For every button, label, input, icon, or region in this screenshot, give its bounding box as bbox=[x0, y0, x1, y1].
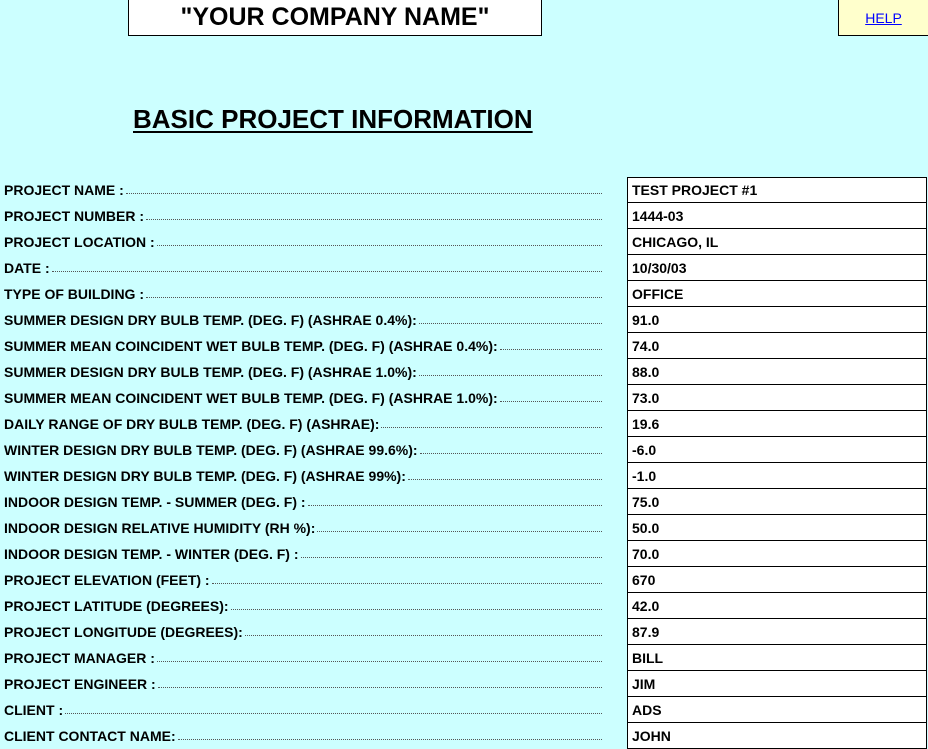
form-row-indoor-summer bbox=[0, 489, 928, 515]
help-link[interactable]: HELP bbox=[838, 0, 928, 36]
field-label: DAILY RANGE OF DRY BULB TEMP. (DEG. F) (ASHRAE): bbox=[4, 416, 380, 432]
field-label: PROJECT MANAGER : bbox=[4, 650, 155, 666]
longitude-cell[interactable]: 87.9 bbox=[627, 619, 927, 645]
form-row-summer-db-04 bbox=[0, 307, 928, 333]
field-label: SUMMER DESIGN DRY BULB TEMP. (DEG. F) (ASHRAE 1.0%): bbox=[4, 364, 417, 380]
form-row-building-type bbox=[0, 281, 928, 307]
dotted-leader bbox=[308, 505, 602, 506]
form-row-summer-wb-10 bbox=[0, 385, 928, 411]
elevation-cell[interactable]: 670 bbox=[627, 567, 927, 593]
field-label: PROJECT LONGITUDE (DEGREES): bbox=[4, 624, 243, 640]
dotted-leader bbox=[500, 349, 602, 350]
field-label: PROJECT ELEVATION (FEET) : bbox=[4, 572, 210, 588]
dotted-leader bbox=[146, 297, 602, 298]
dotted-leader bbox=[408, 479, 602, 480]
field-label: CLIENT CONTACT NAME: bbox=[4, 728, 176, 744]
field-label: SUMMER DESIGN DRY BULB TEMP. (DEG. F) (ASHRAE 0.4%): bbox=[4, 312, 417, 328]
form-row-project-name bbox=[0, 177, 928, 203]
indoor-rh-cell[interactable]: 50.0 bbox=[627, 515, 927, 541]
summer-wb-04-cell[interactable]: 74.0 bbox=[627, 333, 927, 359]
field-label: INDOOR DESIGN RELATIVE HUMIDITY (RH %): bbox=[4, 520, 316, 536]
dotted-leader bbox=[381, 427, 602, 428]
field-label: TYPE OF BUILDING : bbox=[4, 286, 144, 302]
summer-db-04-cell[interactable]: 91.0 bbox=[627, 307, 927, 333]
project-location-cell[interactable]: CHICAGO, IL bbox=[627, 229, 927, 255]
project-number-cell[interactable]: 1444-03 bbox=[627, 203, 927, 229]
form-row-latitude bbox=[0, 593, 928, 619]
dotted-leader bbox=[52, 271, 602, 272]
project-manager-cell[interactable]: BILL bbox=[627, 645, 927, 671]
dotted-leader bbox=[500, 401, 602, 402]
project-name-cell[interactable]: TEST PROJECT #1 bbox=[627, 177, 927, 203]
field-label: INDOOR DESIGN TEMP. - SUMMER (DEG. F) : bbox=[4, 494, 306, 510]
project-info-form bbox=[0, 177, 928, 749]
dotted-leader bbox=[301, 557, 602, 558]
form-row-client bbox=[0, 697, 928, 723]
field-label: PROJECT LOCATION : bbox=[4, 234, 155, 250]
field-label: WINTER DESIGN DRY BULB TEMP. (DEG. F) (ASHRAE 99.6%): bbox=[4, 442, 418, 458]
field-label: CLIENT : bbox=[4, 702, 64, 718]
field-label: PROJECT NAME : bbox=[4, 182, 124, 198]
dotted-leader bbox=[65, 713, 602, 714]
form-row-project-engineer bbox=[0, 671, 928, 697]
dotted-leader bbox=[126, 193, 602, 194]
dotted-leader bbox=[317, 531, 602, 532]
dotted-leader bbox=[419, 323, 602, 324]
winter-db-996-cell[interactable]: -6.0 bbox=[627, 437, 927, 463]
form-row-winter-db-996 bbox=[0, 437, 928, 463]
form-row-indoor-rh bbox=[0, 515, 928, 541]
latitude-cell[interactable]: 42.0 bbox=[627, 593, 927, 619]
client-contact-cell[interactable]: JOHN bbox=[627, 723, 927, 749]
form-row-daily-range bbox=[0, 411, 928, 437]
indoor-summer-cell[interactable]: 75.0 bbox=[627, 489, 927, 515]
date-cell[interactable]: 10/30/03 bbox=[627, 255, 927, 281]
field-label: SUMMER MEAN COINCIDENT WET BULB TEMP. (DEG. F) (ASHRAE 1.0%): bbox=[4, 390, 498, 406]
page-title: BASIC PROJECT INFORMATION bbox=[133, 104, 533, 134]
dotted-leader bbox=[245, 635, 602, 636]
form-row-elevation bbox=[0, 567, 928, 593]
dotted-leader bbox=[146, 219, 602, 220]
field-label: SUMMER MEAN COINCIDENT WET BULB TEMP. (DEG. F) (ASHRAE 0.4%): bbox=[4, 338, 498, 354]
project-engineer-cell[interactable]: JIM bbox=[627, 671, 927, 697]
field-label: WINTER DESIGN DRY BULB TEMP. (DEG. F) (ASHRAE 99%): bbox=[4, 468, 406, 484]
dotted-leader bbox=[231, 609, 602, 610]
form-row-client-contact bbox=[0, 723, 928, 749]
dotted-leader bbox=[158, 687, 602, 688]
dotted-leader bbox=[212, 583, 602, 584]
field-label: PROJECT NUMBER : bbox=[4, 208, 145, 224]
indoor-winter-cell[interactable]: 70.0 bbox=[627, 541, 927, 567]
summer-wb-10-cell[interactable]: 73.0 bbox=[627, 385, 927, 411]
summer-db-10-cell[interactable]: 88.0 bbox=[627, 359, 927, 385]
company-name-cell[interactable]: "YOUR COMPANY NAME" bbox=[128, 0, 542, 36]
form-row-project-location bbox=[0, 229, 928, 255]
winter-db-99-cell[interactable]: -1.0 bbox=[627, 463, 927, 489]
dotted-leader bbox=[419, 375, 602, 376]
field-label: INDOOR DESIGN TEMP. - WINTER (DEG. F) : bbox=[4, 546, 299, 562]
field-label: PROJECT ENGINEER : bbox=[4, 676, 156, 692]
form-row-project-number bbox=[0, 203, 928, 229]
dotted-leader bbox=[178, 739, 602, 740]
form-row-longitude bbox=[0, 619, 928, 645]
dotted-leader bbox=[157, 245, 602, 246]
form-row-summer-wb-04 bbox=[0, 333, 928, 359]
client-cell[interactable]: ADS bbox=[627, 697, 927, 723]
dotted-leader bbox=[420, 453, 602, 454]
form-row-date bbox=[0, 255, 928, 281]
form-row-winter-db-99 bbox=[0, 463, 928, 489]
daily-range-cell[interactable]: 19.6 bbox=[627, 411, 927, 437]
form-row-indoor-winter bbox=[0, 541, 928, 567]
building-type-cell[interactable]: OFFICE bbox=[627, 281, 927, 307]
dotted-leader bbox=[157, 661, 602, 662]
field-label: DATE : bbox=[4, 260, 50, 276]
field-label: PROJECT LATITUDE (DEGREES): bbox=[4, 598, 229, 614]
form-row-project-manager bbox=[0, 645, 928, 671]
form-row-summer-db-10 bbox=[0, 359, 928, 385]
